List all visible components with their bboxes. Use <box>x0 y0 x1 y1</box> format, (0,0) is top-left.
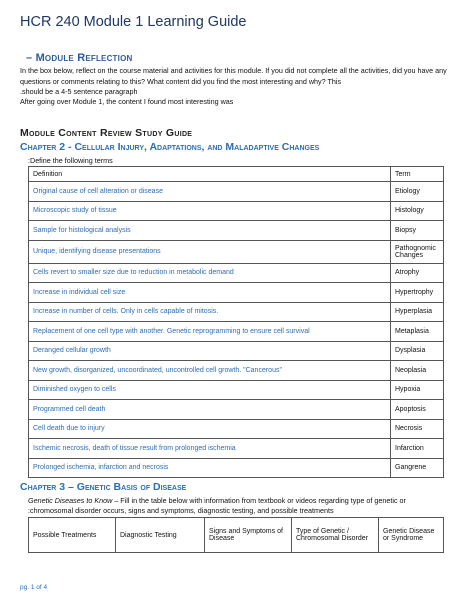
definition-cell: Microscopic study of tissue <box>29 201 391 221</box>
table-row <box>29 263 444 283</box>
definition-cell: Unique, identifying disease presentations <box>29 240 391 263</box>
term-cell[interactable]: Biopsy <box>391 221 444 241</box>
term-cell[interactable]: Metaplasia <box>391 322 444 342</box>
table-row <box>29 182 444 202</box>
table-row <box>29 380 444 400</box>
table-header-row <box>29 167 444 182</box>
page-number: pg. 1 of 4 <box>20 584 48 591</box>
definition-cell: Original cause of cell alteration or disease <box>29 182 391 202</box>
term-cell[interactable]: Neoplasia <box>391 361 444 381</box>
signs-symptoms-header: Signs and Symptoms of Disease <box>205 518 292 553</box>
module-reflection-heading: – Module Reflection <box>26 52 133 64</box>
term-cell[interactable]: Histology <box>391 201 444 221</box>
chapter3-heading: Chapter 3 – Genetic Basis of Disease <box>20 481 187 493</box>
table-row <box>29 221 444 241</box>
genetic-diseases-instructions: – Fill in the table below with information from textbook or videos regarding type of genetic or <box>112 496 406 505</box>
definition-cell: Ischemic necrosis, death of tissue result from prolonged ischemia <box>29 439 391 459</box>
table-row <box>29 361 444 381</box>
term-cell[interactable]: Infarction <box>391 439 444 459</box>
term-cell[interactable]: Hyperplasia <box>391 302 444 322</box>
term-cell[interactable]: Pathognomic Changes <box>391 240 444 263</box>
definition-cell: Increase in number of cells. Only in cells capable of mitosis. <box>29 302 391 322</box>
table-row <box>29 201 444 221</box>
define-terms-label: :Define the following terms <box>28 156 113 165</box>
genetic-diseases-instructions-line2: :chromosomal disorder occurs, signs and symptoms, diagnostic testing, and possible treatments <box>28 506 334 515</box>
study-guide-heading: Module Content Review Study Guide <box>20 127 193 139</box>
term-cell[interactable]: Necrosis <box>391 419 444 439</box>
definition-cell: Cell death due to injury <box>29 419 391 439</box>
term-cell[interactable]: Hypoxia <box>391 380 444 400</box>
table-row <box>29 240 444 263</box>
terms-table <box>28 166 444 478</box>
possible-treatments-header: Possible Treatments <box>29 518 116 553</box>
genetic-diseases-intro <box>28 496 406 505</box>
definition-cell: Diminished oxygen to cells <box>29 380 391 400</box>
definition-header: Definition <box>29 167 391 182</box>
definition-cell: Replacement of one cell type with another. Genetic reprogramming to ensure cell survival <box>29 322 391 342</box>
definition-cell: Cells revert to smaller size due to reduction in metabolic demand <box>29 263 391 283</box>
page-title: HCR 240 Module 1 Learning Guide <box>20 14 247 30</box>
chapter2-heading: Chapter 2 - Cellular Injury, Adaptations, and Maladaptive Changes <box>20 141 320 153</box>
disorder-type-header: Type of Genetic / Chromosomal Disorder <box>292 518 379 553</box>
reflection-response[interactable]: After going over Module 1, the content I found most interesting was <box>20 97 234 106</box>
table-row <box>29 439 444 459</box>
term-cell[interactable]: Apoptosis <box>391 400 444 420</box>
table-row <box>29 400 444 420</box>
term-header: Term <box>391 167 444 182</box>
table-header-row <box>29 518 444 553</box>
definition-cell: Programmed cell death <box>29 400 391 420</box>
definition-cell: Sample for histological analysis <box>29 221 391 241</box>
table-row <box>29 341 444 361</box>
term-cell[interactable]: Etiology <box>391 182 444 202</box>
term-cell[interactable]: Atrophy <box>391 263 444 283</box>
definition-cell: Increase in individual cell size <box>29 283 391 303</box>
definition-cell: Deranged cellular growth <box>29 341 391 361</box>
reflection-instructions-note: .should be a 4-5 sentence paragraph <box>20 87 138 96</box>
table-row <box>29 322 444 342</box>
definition-cell: New growth, disorganized, uncoordinated, uncontrolled cell growth. "Cancerous" <box>29 361 391 381</box>
genetic-disease-header: Genetic Disease or Syndrome <box>379 518 444 553</box>
definition-cell: Prolonged ischemia, infarction and necrosis <box>29 458 391 478</box>
table-row <box>29 302 444 322</box>
reflection-instructions: In the box below, reflect on the course material and activities for this module. If you did not complete all the activities, did you have any questions or comments relating to this? What content did you find the most interesting and why? This <box>20 66 447 86</box>
term-cell[interactable]: Hypertrophy <box>391 283 444 303</box>
table-row <box>29 419 444 439</box>
genetic-disease-table <box>28 517 444 553</box>
genetic-diseases-label: Genetic Diseases to Know <box>28 496 113 505</box>
table-row <box>29 458 444 478</box>
table-row <box>29 283 444 303</box>
diagnostic-testing-header: Diagnostic Testing <box>116 518 205 553</box>
term-cell[interactable]: Gangrene <box>391 458 444 478</box>
term-cell[interactable]: Dysplasia <box>391 341 444 361</box>
